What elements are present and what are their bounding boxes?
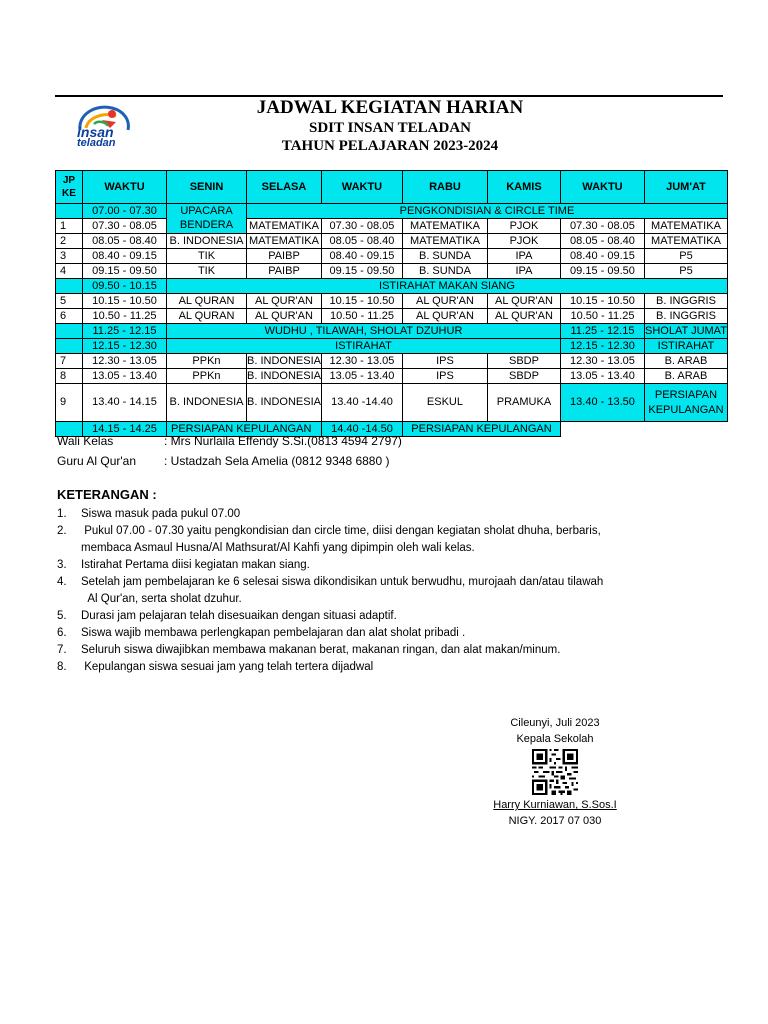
time-cell: 14.40 -14.50 — [321, 422, 402, 437]
list-item: 8. Kepulangan siswa sesuai jam yang telah tertera dijadwal — [57, 661, 374, 673]
time-cell: 12.30 - 13.05 — [560, 354, 644, 369]
table-row — [56, 279, 728, 294]
time-cell: 07.30 - 08.05 — [560, 219, 644, 234]
place-date: Cileunyi, Juli 2023 — [510, 717, 600, 729]
jp-cell: 1 — [56, 219, 83, 234]
time-cell: 10.50 - 11.25 — [321, 309, 402, 324]
keterangan-title: KETERANGAN : — [57, 487, 157, 502]
subject-cell: PJOK — [487, 219, 560, 234]
signatory-nigy: NIGY. 2017 07 030 — [508, 815, 602, 827]
table-row — [56, 384, 728, 422]
subject-cell: AL QUR'AN — [402, 294, 487, 309]
list-item: 4. Setelah jam pembelajaran ke 6 selesai siswa dikondisikan untuk berwudhu, murojaah dan/atau tilawah Al Qur'an, serta sholat dzuhur. — [57, 576, 604, 605]
guru-quran-row — [57, 454, 389, 468]
subject-cell: B. INGGRIS — [644, 294, 727, 309]
time-cell: 10.15 - 10.50 — [321, 294, 402, 309]
list-item: 5. Durasi jam pelajaran telah disesuaikan dengan situasi adaptif. — [57, 610, 397, 622]
time-cell: 07.30 - 08.05 — [321, 219, 402, 234]
keterangan-list — [57, 506, 603, 676]
jp-cell: 8 — [56, 369, 83, 384]
time-cell: 13.05 - 13.40 — [560, 369, 644, 384]
subject-cell: PPKn — [167, 369, 247, 384]
wali-kelas-row — [57, 434, 402, 448]
subject-cell: B. SUNDA — [402, 264, 487, 279]
time-cell: 12.30 - 13.05 — [83, 354, 167, 369]
subject-cell: IPA — [487, 264, 560, 279]
list-item: 3. Istirahat Pertama diisi kegiatan makan siang. — [57, 559, 310, 571]
time-cell: 13.40 -14.40 — [321, 384, 402, 422]
table-row — [56, 234, 728, 249]
subject-cell: PAIBP — [247, 249, 322, 264]
time-cell: 13.40 - 14.15 — [83, 384, 167, 422]
subject-cell: MATEMATIKA — [247, 234, 322, 249]
time-cell: 08.05 - 08.40 — [321, 234, 402, 249]
list-item: 2. Pukul 07.00 - 07.30 yaitu pengkondisian dan circle time, diisi dengan kegiatan sholat dhuha, berbaris, membaca Asmaul Husna/Al Mathsurat/Al Kahfi yang dipimpin oleh wali kelas. — [57, 525, 601, 554]
time-cell: 12.30 - 13.05 — [321, 354, 402, 369]
jp-cell: 2 — [56, 234, 83, 249]
header-selasa: SELASA — [247, 171, 322, 204]
table-row — [56, 309, 728, 324]
break-cell: SHOLAT JUMAT — [645, 324, 727, 337]
table-row — [56, 204, 728, 219]
table-row — [56, 249, 728, 264]
break-cell: ISTIRAHAT — [167, 339, 561, 354]
header-kamis: KAMIS — [487, 171, 560, 204]
subject-cell: TIK — [167, 264, 247, 279]
subject-cell: IPS — [402, 354, 487, 369]
subject-cell: MATEMATIKA — [644, 219, 727, 234]
persiapan-cell: PERSIAPAN KEPULANGAN — [167, 422, 322, 437]
time-cell: 11.25 - 12.15 — [560, 324, 644, 339]
break-cell: ISTIRAHAT — [644, 339, 727, 354]
time-cell: 08.05 - 08.40 — [560, 234, 644, 249]
table-row — [56, 354, 728, 369]
subject-cell: AL QUR'AN — [402, 309, 487, 324]
time-cell: 08.05 - 08.40 — [83, 234, 167, 249]
table-row — [56, 324, 728, 339]
time-cell: 10.15 - 10.50 — [560, 294, 644, 309]
time-cell: 12.15 - 12.30 — [83, 339, 167, 354]
time-cell: 11.25 - 12.15 — [83, 324, 167, 339]
subject-cell: AL QUR'AN — [247, 294, 322, 309]
time-cell: 09.50 - 10.15 — [83, 279, 167, 294]
subject-cell: MATEMATIKA — [402, 234, 487, 249]
header-senin: SENIN — [167, 171, 247, 204]
school-name: SDIT INSAN TELADAN — [309, 120, 471, 136]
subject-cell: AL QUR'AN — [247, 309, 322, 324]
page-title: JADWAL KEGIATAN HARIAN — [256, 97, 524, 118]
subject-cell: B. INDONESIA — [247, 384, 322, 422]
header-waktu-1: WAKTU — [83, 171, 167, 204]
subject-cell: MATEMATIKA — [644, 234, 727, 249]
time-cell: 08.40 - 09.15 — [321, 249, 402, 264]
time-cell: 12.15 - 12.30 — [560, 339, 644, 354]
subject-cell: TIK — [167, 249, 247, 264]
time-cell: 08.40 - 09.15 — [83, 249, 167, 264]
pengkondisian-cell: PENGKONDISIAN & CIRCLE TIME — [247, 204, 728, 219]
subject-cell: AL QUR'AN — [487, 309, 560, 324]
signatory-name: Harry Kurniawan, S.Sos.I — [493, 799, 617, 811]
subject-cell: AL QURAN — [167, 309, 247, 324]
jp-cell: 7 — [56, 354, 83, 369]
jp-cell: 6 — [56, 309, 83, 324]
guru-quran-value: : Ustadzah Sela Amelia (0812 9348 6880 ) — [164, 454, 390, 468]
subject-cell: B. ARAB — [644, 369, 727, 384]
subject-cell: P5 — [644, 249, 727, 264]
persiapan-line-2: KEPULANGAN — [648, 403, 724, 416]
time-cell: 13.40 - 13.50 — [560, 384, 644, 422]
header-jp: JP KE — [56, 171, 83, 204]
time-cell: 10.15 - 10.50 — [83, 294, 167, 309]
time-cell: 10.50 - 11.25 — [560, 309, 644, 324]
subject-cell: PAIBP — [247, 264, 322, 279]
time-cell: 09.15 - 09.50 — [321, 264, 402, 279]
list-item: 1. Siswa masuk pada pukul 07.00 — [57, 508, 241, 520]
subject-cell: AL QURAN — [167, 294, 247, 309]
time-cell: 08.40 - 09.15 — [560, 249, 644, 264]
subject-cell: B. INDONESIA — [247, 354, 321, 367]
time-cell: 09.15 - 09.50 — [560, 264, 644, 279]
subject-cell: IPA — [487, 249, 560, 264]
subject-cell: MATEMATIKA — [247, 219, 322, 234]
subject-cell: AL QUR'AN — [487, 294, 560, 309]
time-cell: 10.50 - 11.25 — [83, 309, 167, 324]
schedule-table — [55, 170, 728, 437]
time-cell: 14.15 - 14.25 — [83, 422, 167, 437]
table-row — [56, 219, 728, 234]
table-row — [56, 339, 728, 354]
table-header-row — [56, 171, 728, 204]
subject-cell: SBDP — [487, 369, 560, 384]
subject-cell: ESKUL — [402, 384, 487, 422]
time-cell: 13.05 - 13.40 — [321, 369, 402, 384]
logo-wordmark: insan teladan — [77, 124, 116, 149]
subject-cell: SBDP — [487, 354, 560, 369]
subject-cell: B. INDONESIA — [247, 369, 321, 382]
subject-cell: B. ARAB — [644, 354, 727, 369]
subject-cell: PJOK — [487, 234, 560, 249]
wali-kelas-label: Wali Kelas — [57, 434, 114, 448]
subject-cell: PRAMUKA — [487, 384, 560, 422]
header-waktu-3: WAKTU — [560, 171, 644, 204]
subject-cell: MATEMATIKA — [402, 219, 487, 234]
persiapan-line-1: PERSIAPAN — [654, 388, 718, 401]
table-row — [56, 294, 728, 309]
subject-cell: P5 — [644, 264, 727, 279]
upacara-cell: BENDERA — [167, 219, 247, 234]
wali-kelas-value: : Mrs Nurlaila Effendy S.Si.(0813 4594 2797) — [164, 434, 402, 448]
break-cell: ISTIRAHAT MAKAN SIANG — [167, 279, 728, 294]
subject-cell: B. INDONESIA — [167, 234, 247, 249]
break-cell: WUDHU , TILAWAH, SHOLAT DZUHUR — [167, 324, 561, 339]
upacara-cell: UPACARA — [167, 204, 247, 219]
time-cell: 07.00 - 07.30 — [83, 204, 167, 219]
table-row — [56, 264, 728, 279]
guru-quran-label: Guru Al Qur'an — [57, 454, 136, 468]
time-cell: 09.15 - 09.50 — [83, 264, 167, 279]
subject-cell: PPKn — [167, 354, 247, 369]
qr-code-icon — [532, 749, 578, 795]
table-row — [56, 369, 728, 384]
jp-cell: 4 — [56, 264, 83, 279]
academic-year: TAHUN PELAJARAN 2023-2024 — [281, 138, 499, 154]
jp-cell: 9 — [56, 384, 83, 422]
subject-cell: B. SUNDA — [402, 249, 487, 264]
jp-cell: 3 — [56, 249, 83, 264]
header-waktu-2: WAKTU — [321, 171, 402, 204]
persiapan-cell — [644, 384, 727, 422]
signatory-role: Kepala Sekolah — [516, 733, 594, 745]
list-item: 6. Siswa wajib membawa perlengkapan pembelajaran dan alat sholat pribadi . — [57, 627, 466, 639]
subject-cell: B. INGGRIS — [644, 309, 727, 324]
time-cell: 07.30 - 08.05 — [83, 219, 167, 234]
time-cell: 13.05 - 13.40 — [83, 369, 167, 384]
jp-cell: 5 — [56, 294, 83, 309]
subject-cell: B. INDONESIA — [167, 384, 247, 422]
header-rabu: RABU — [402, 171, 487, 204]
signature-block — [440, 715, 670, 829]
subject-cell: IPS — [402, 369, 487, 384]
list-item: 7. Seluruh siswa diwajibkan membawa makanan berat, makanan ringan, dan alat makan/minum. — [57, 644, 561, 656]
persiapan-cell: PERSIAPAN KEPULANGAN — [402, 422, 560, 437]
header-jumat: JUM'AT — [644, 171, 727, 204]
